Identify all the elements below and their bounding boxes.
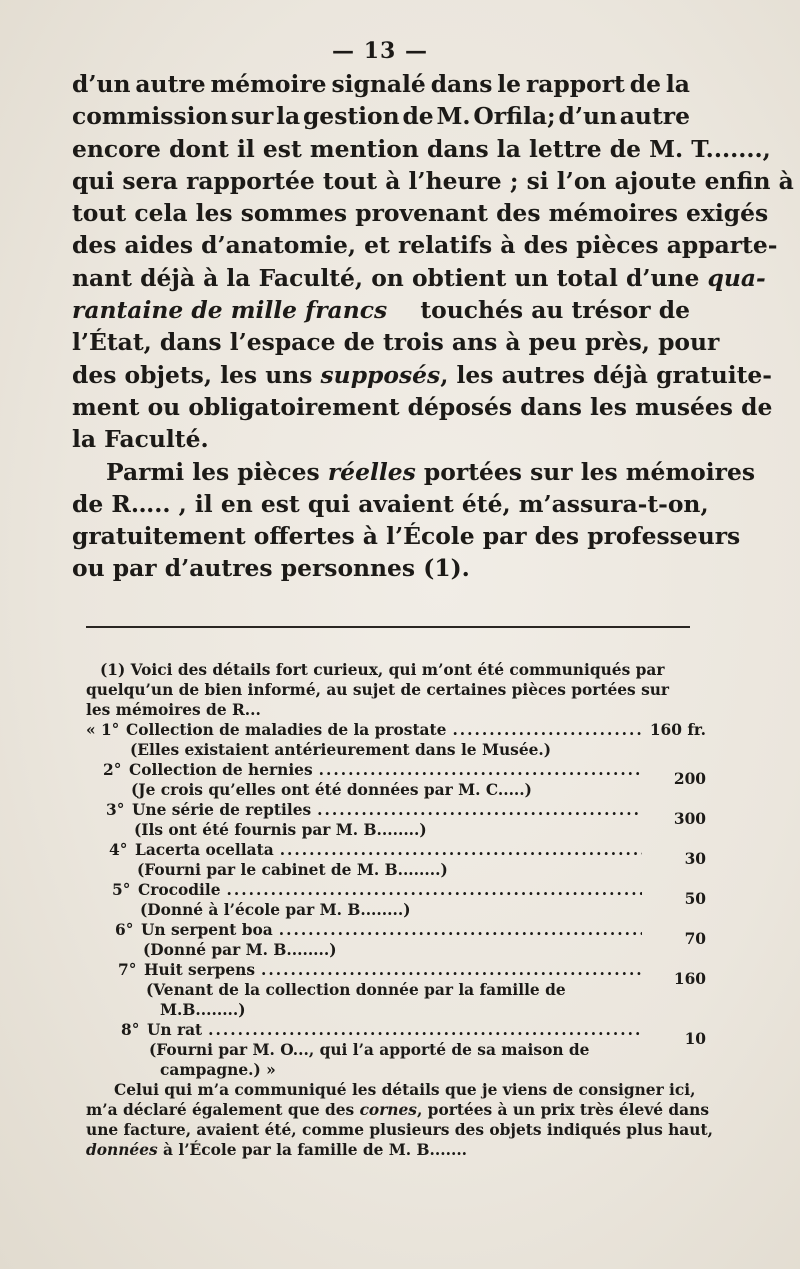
item-label: Collection de hernies xyxy=(129,761,313,779)
text-line: rantaine de mille francs touchés au trésor de xyxy=(72,294,690,326)
item-label: Une série de reptiles xyxy=(132,801,312,819)
list-item xyxy=(86,880,706,908)
word: commission xyxy=(72,102,229,131)
item-number: 3° xyxy=(106,801,125,819)
footnote-line: quelqu’un de bien informé, au sujet de certaines pièces portées sur xyxy=(86,681,670,699)
item-price: 300 xyxy=(673,810,706,828)
footnote-line: m’a déclaré également que des cornes, portées à un prix très élevé dans xyxy=(86,1101,710,1119)
dot-leader xyxy=(279,920,642,940)
item-note: (Ils ont été fournis par M. B........) xyxy=(134,821,427,839)
word: la xyxy=(665,70,690,98)
word: signalé xyxy=(331,70,426,98)
list-item xyxy=(86,920,706,948)
word: d’un xyxy=(558,102,617,131)
dot-leader xyxy=(319,760,642,780)
italic-text: cornes xyxy=(359,1101,417,1119)
footnote-line: Celui qui m’a communiqué les détails que je viens de consigner ici, xyxy=(114,1081,696,1099)
item-number: 7° xyxy=(118,961,137,979)
list-item xyxy=(86,1020,706,1048)
item-number: « 1° xyxy=(86,721,120,739)
item-price: 160 fr. xyxy=(649,721,706,739)
list-item xyxy=(86,760,706,788)
item-note: (Donné à l’école par M. B........) xyxy=(140,901,411,919)
item-label: Un serpent boa xyxy=(141,921,273,939)
italic-text: qua- xyxy=(707,263,766,292)
price-list xyxy=(86,720,706,1080)
text-line: gratuitement offertes à l’École par des professeurs xyxy=(72,522,741,551)
item-price: 200 xyxy=(673,770,706,788)
word: rapport xyxy=(525,70,625,98)
word: d’un xyxy=(72,70,131,98)
text-line: des objets, les uns supposés, les autres déjà gratuite- xyxy=(72,360,773,389)
dot-leader xyxy=(227,880,642,900)
text-line: ou par d’autres personnes (1). xyxy=(72,554,470,583)
dot-leader xyxy=(317,800,642,820)
page-number: — 13 — xyxy=(332,38,428,64)
italic-text: rantaine de mille francs xyxy=(72,296,388,325)
item-number: 6° xyxy=(115,921,134,939)
item-number: 2° xyxy=(103,761,122,779)
item-label: Crocodile xyxy=(138,881,221,899)
text-line: la Faculté. xyxy=(72,425,209,454)
text-line xyxy=(72,100,690,132)
dot-leader xyxy=(452,720,642,740)
item-note: (Je crois qu’elles ont été données par M. C.....) xyxy=(131,781,532,799)
item-label: Lacerta ocellata xyxy=(135,841,274,859)
italic-text: réelles xyxy=(327,457,416,486)
item-price: 30 xyxy=(684,850,706,868)
footnote-separator xyxy=(86,626,690,628)
word: dans xyxy=(430,70,493,98)
word: M. xyxy=(436,102,471,131)
text-line: ment ou obligatoirement déposés dans les musées de xyxy=(72,392,773,421)
list-item xyxy=(86,840,706,868)
text-line: nant déjà à la Faculté, on obtient un total d’une qua- xyxy=(72,263,766,292)
item-label: Un rat xyxy=(147,1021,203,1039)
dot-leader xyxy=(261,960,642,980)
item-note: (Fourni par M. O..., qui l’a apporté de sa maison de xyxy=(149,1041,590,1059)
item-price: 10 xyxy=(684,1030,706,1048)
text-line: qui sera rapportée tout à l’heure ; si l’on ajoute enfin à xyxy=(72,166,794,195)
word: autre xyxy=(619,102,690,131)
text-line xyxy=(72,68,690,100)
item-price: 160 xyxy=(673,970,706,988)
text-line: des aides d’anatomie, et relatifs à des pièces apparte- xyxy=(72,231,778,260)
footnote-line: données à l’École par la famille de M. B....... xyxy=(86,1141,468,1159)
list-item xyxy=(86,720,706,740)
item-note: campagne.) » xyxy=(160,1061,276,1079)
text-line: tout cela les sommes provenant des mémoires exigés xyxy=(72,199,769,228)
word: gestion xyxy=(302,102,400,131)
item-note: (Elles existaient antérieurement dans le Musée.) xyxy=(130,741,552,759)
footnote-line: une facture, avaient été, comme plusieurs des objets indiqués plus haut, xyxy=(86,1121,713,1139)
word: sur xyxy=(230,102,274,131)
footnote xyxy=(86,660,713,1160)
footnote-line: (1) Voici des détails fort curieux, qui m’ont été communiqués par xyxy=(100,661,665,679)
list-item xyxy=(86,800,706,828)
item-label: Huit serpens xyxy=(144,961,256,979)
dot-leader xyxy=(208,1020,642,1040)
italic-text: supposés xyxy=(320,360,441,389)
footnote-line: les mémoires de R... xyxy=(86,701,261,719)
item-price: 50 xyxy=(684,890,706,908)
word: autre xyxy=(135,70,206,98)
list-item xyxy=(86,960,706,988)
text-line: Parmi les pièces réelles portées sur les mémoires xyxy=(106,457,756,486)
item-note: M.B........) xyxy=(160,1001,246,1019)
item-number: 4° xyxy=(109,841,128,859)
item-note: (Venant de la collection donnée par la famille de xyxy=(146,981,566,999)
item-number: 5° xyxy=(112,881,131,899)
item-price: 70 xyxy=(684,930,706,948)
main-text xyxy=(72,68,794,585)
word: de xyxy=(402,102,434,131)
word: la xyxy=(276,102,301,131)
text-line: de R….. , il en est qui avaient été, m’assura-t-on, xyxy=(72,489,709,518)
italic-text: données xyxy=(86,1141,158,1159)
item-note: (Donné par M. B........) xyxy=(143,941,337,959)
word: de xyxy=(629,70,661,98)
word: Orfila; xyxy=(473,102,556,131)
item-label: Collection de maladies de la prostate xyxy=(126,721,447,739)
item-note: (Fourni par le cabinet de M. B........) xyxy=(137,861,448,879)
word: le xyxy=(497,70,522,98)
dot-leader xyxy=(280,840,642,860)
word: mémoire xyxy=(210,70,327,98)
item-number: 8° xyxy=(121,1021,140,1039)
text-line: encore dont il est mention dans la lettre de M. T......., xyxy=(72,134,771,163)
text-line: l’État, dans l’espace de trois ans à peu près, pour xyxy=(72,328,720,357)
